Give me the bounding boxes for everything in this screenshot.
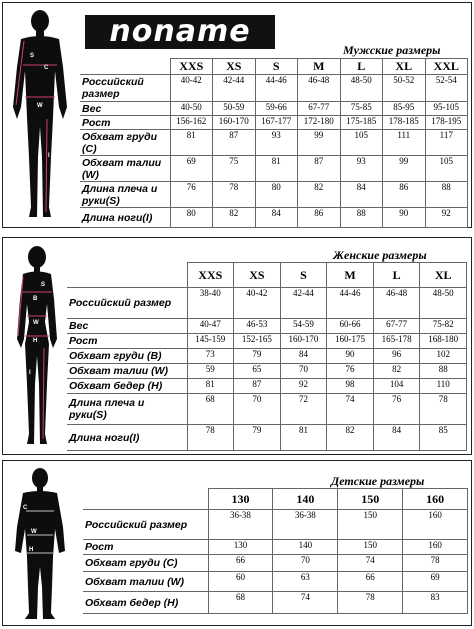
cell-value: 40-47 xyxy=(187,319,234,334)
cell-value: 86 xyxy=(298,208,341,228)
cell-value: 75 xyxy=(213,156,256,182)
cell-value: 79 xyxy=(234,425,281,451)
cell-value: 156-162 xyxy=(170,116,213,130)
cell-value: 46-48 xyxy=(373,288,420,319)
cell-value: 96 xyxy=(373,349,420,364)
cell-value: 80 xyxy=(170,208,213,228)
cell-value: 76 xyxy=(170,182,213,208)
cell-value: 69 xyxy=(403,572,468,592)
cell-value: 74 xyxy=(273,592,338,614)
table-row xyxy=(80,156,468,182)
women-mark-h: H xyxy=(33,338,38,344)
cell-value: 67-77 xyxy=(298,102,341,116)
kids-size-panel xyxy=(2,460,472,626)
cell-value: 88 xyxy=(420,364,467,379)
row-label: Обхват талии (W) xyxy=(67,364,187,379)
men-size-header: L xyxy=(340,59,383,75)
cell-value: 102 xyxy=(420,349,467,364)
table-row xyxy=(67,319,467,334)
cell-value: 78 xyxy=(338,592,403,614)
men-size-header: XXS xyxy=(170,59,213,75)
cell-value: 90 xyxy=(327,349,374,364)
cell-value: 65 xyxy=(234,364,281,379)
women-mark-b: B xyxy=(33,296,38,302)
cell-value: 92 xyxy=(280,379,327,394)
women-size-header: M xyxy=(327,263,374,288)
cell-value: 36-38 xyxy=(208,510,273,540)
table-row xyxy=(80,75,468,102)
cell-value: 80 xyxy=(255,182,298,208)
cell-value: 81 xyxy=(280,425,327,451)
cell-value: 81 xyxy=(187,379,234,394)
cell-value: 150 xyxy=(338,510,403,540)
cell-value: 82 xyxy=(213,208,256,228)
cell-value: 81 xyxy=(170,130,213,156)
cell-value: 85-95 xyxy=(383,102,426,116)
cell-value: 54-59 xyxy=(280,319,327,334)
women-mark-i: I xyxy=(29,370,31,376)
kids-mark-h: H xyxy=(29,547,34,553)
cell-value: 117 xyxy=(425,130,468,156)
men-caption: Мужские размеры xyxy=(343,43,441,57)
cell-value: 84 xyxy=(373,425,420,451)
men-size-header: XL xyxy=(383,59,426,75)
cell-value: 98 xyxy=(327,379,374,394)
cell-value: 160-170 xyxy=(280,334,327,349)
cell-value: 48-50 xyxy=(340,75,383,102)
cell-value: 111 xyxy=(383,130,426,156)
cell-value: 60-66 xyxy=(327,319,374,334)
cell-value: 87 xyxy=(234,379,281,394)
cell-value: 75-82 xyxy=(420,319,467,334)
women-size-header: S xyxy=(280,263,327,288)
cell-value: 40-50 xyxy=(170,102,213,116)
cell-value: 36-38 xyxy=(273,510,338,540)
cell-value: 74 xyxy=(338,555,403,572)
cell-value: 168-180 xyxy=(420,334,467,349)
row-label: Вес xyxy=(80,102,170,116)
men-size-header: S xyxy=(255,59,298,75)
cell-value: 82 xyxy=(373,364,420,379)
kids-size-header: 130 xyxy=(208,489,273,510)
cell-value: 160 xyxy=(403,510,468,540)
table-row xyxy=(83,592,468,614)
cell-value: 105 xyxy=(340,130,383,156)
table-row xyxy=(67,394,467,425)
women-size-table xyxy=(67,262,467,451)
cell-value: 68 xyxy=(187,394,234,425)
cell-value: 93 xyxy=(255,130,298,156)
cell-value: 85 xyxy=(420,425,467,451)
cell-value: 50-59 xyxy=(213,102,256,116)
cell-value: 76 xyxy=(327,364,374,379)
cell-value: 78 xyxy=(187,425,234,451)
table-row xyxy=(83,572,468,592)
kids-body-figure xyxy=(9,467,71,623)
cell-value: 145-159 xyxy=(187,334,234,349)
cell-value: 90 xyxy=(383,208,426,228)
row-label: Рост xyxy=(67,334,187,349)
cell-value: 78 xyxy=(403,555,468,572)
table-row xyxy=(67,288,467,319)
women-size-panel xyxy=(2,237,472,455)
kids-size-header: 150 xyxy=(338,489,403,510)
cell-value: 46-48 xyxy=(298,75,341,102)
cell-value: 93 xyxy=(340,156,383,182)
cell-value: 82 xyxy=(298,182,341,208)
cell-value: 175-185 xyxy=(340,116,383,130)
row-label: Обхват груди (В) xyxy=(67,349,187,364)
table-row xyxy=(83,510,468,540)
kids-size-header: 140 xyxy=(273,489,338,510)
women-mark-s: S xyxy=(41,282,46,288)
cell-value: 72 xyxy=(280,394,327,425)
cell-value: 82 xyxy=(327,425,374,451)
cell-value: 165-178 xyxy=(373,334,420,349)
table-row xyxy=(67,349,467,364)
row-label: Обхват талии (W) xyxy=(80,156,170,182)
kids-mark-c: C xyxy=(23,505,28,511)
men-mark-s: S xyxy=(30,53,35,59)
cell-value: 88 xyxy=(425,182,468,208)
cell-value: 46-53 xyxy=(234,319,281,334)
table-row xyxy=(67,364,467,379)
cell-value: 84 xyxy=(280,349,327,364)
women-size-header: XS xyxy=(234,263,281,288)
noname-logo xyxy=(85,15,275,49)
cell-value: 160 xyxy=(403,540,468,555)
cell-value: 79 xyxy=(234,349,281,364)
row-label: Обхват груди (С) xyxy=(83,555,208,572)
cell-value: 70 xyxy=(273,555,338,572)
cell-value: 78 xyxy=(420,394,467,425)
cell-value: 63 xyxy=(273,572,338,592)
cell-value: 178-185 xyxy=(383,116,426,130)
men-mark-w: W xyxy=(37,103,43,109)
cell-value: 59 xyxy=(187,364,234,379)
cell-value: 160-175 xyxy=(327,334,374,349)
men-size-header: XXL xyxy=(425,59,468,75)
cell-value: 99 xyxy=(383,156,426,182)
table-row xyxy=(80,182,468,208)
cell-value: 73 xyxy=(187,349,234,364)
cell-value: 68 xyxy=(208,592,273,614)
women-size-header: XXS xyxy=(187,263,234,288)
cell-value: 69 xyxy=(170,156,213,182)
row-label: Длина плеча и руки(S) xyxy=(80,182,170,208)
men-size-header: M xyxy=(298,59,341,75)
cell-value: 50-52 xyxy=(383,75,426,102)
cell-value: 66 xyxy=(208,555,273,572)
table-row xyxy=(80,130,468,156)
row-label: Длина плеча и руки(S) xyxy=(67,394,187,425)
cell-value: 40-42 xyxy=(170,75,213,102)
cell-value: 52-54 xyxy=(425,75,468,102)
cell-value: 150 xyxy=(338,540,403,555)
women-caption: Женские размеры xyxy=(333,248,427,262)
cell-value: 87 xyxy=(298,156,341,182)
cell-value: 48-50 xyxy=(420,288,467,319)
men-mark-c: C xyxy=(44,65,49,71)
cell-value: 70 xyxy=(234,394,281,425)
row-label: Обхват груди (С) xyxy=(80,130,170,156)
cell-value: 42-44 xyxy=(280,288,327,319)
cell-value: 110 xyxy=(420,379,467,394)
row-label: Рост xyxy=(80,116,170,130)
men-mark-i: I xyxy=(48,153,50,159)
cell-value: 60 xyxy=(208,572,273,592)
kids-mark-w: W xyxy=(31,529,37,535)
table-row xyxy=(83,555,468,572)
cell-value: 40-42 xyxy=(234,288,281,319)
men-size-panel xyxy=(2,2,472,228)
cell-value: 86 xyxy=(383,182,426,208)
row-label: Обхват талии (W) xyxy=(83,572,208,592)
cell-value: 42-44 xyxy=(213,75,256,102)
cell-value: 44-46 xyxy=(255,75,298,102)
logo-text: noname xyxy=(109,14,251,49)
cell-value: 95-105 xyxy=(425,102,468,116)
kids-header-corner xyxy=(83,489,208,510)
cell-value: 75-85 xyxy=(340,102,383,116)
cell-value: 83 xyxy=(403,592,468,614)
table-row xyxy=(80,208,468,228)
cell-value: 84 xyxy=(255,208,298,228)
cell-value: 178-195 xyxy=(425,116,468,130)
cell-value: 172-180 xyxy=(298,116,341,130)
row-label: Обхват бедер (H) xyxy=(83,592,208,614)
cell-value: 87 xyxy=(213,130,256,156)
women-mark-w: W xyxy=(33,320,39,326)
women-size-header: XL xyxy=(420,263,467,288)
kids-caption: Детские размеры xyxy=(331,474,425,488)
women-header-corner xyxy=(67,263,187,288)
table-row xyxy=(80,116,468,130)
men-header-corner xyxy=(80,59,170,75)
men-size-header: XS xyxy=(213,59,256,75)
row-label: Длина ноги(I) xyxy=(80,208,170,228)
cell-value: 81 xyxy=(255,156,298,182)
cell-value: 67-77 xyxy=(373,319,420,334)
cell-value: 76 xyxy=(373,394,420,425)
women-size-header: L xyxy=(373,263,420,288)
cell-value: 99 xyxy=(298,130,341,156)
row-label: Рост xyxy=(83,540,208,555)
cell-value: 140 xyxy=(273,540,338,555)
cell-value: 44-46 xyxy=(327,288,374,319)
table-row xyxy=(67,379,467,394)
cell-value: 70 xyxy=(280,364,327,379)
cell-value: 167-177 xyxy=(255,116,298,130)
cell-value: 130 xyxy=(208,540,273,555)
row-label: Российский размер xyxy=(80,75,170,102)
row-label: Длина ноги(I) xyxy=(67,425,187,451)
row-label: Российский размер xyxy=(67,288,187,319)
cell-value: 152-165 xyxy=(234,334,281,349)
men-body-figure xyxy=(7,7,73,225)
women-body-figure xyxy=(9,244,65,450)
cell-value: 78 xyxy=(213,182,256,208)
table-row xyxy=(67,425,467,451)
row-label: Обхват бедер (H) xyxy=(67,379,187,394)
table-row xyxy=(80,102,468,116)
cell-value: 66 xyxy=(338,572,403,592)
cell-value: 105 xyxy=(425,156,468,182)
kids-size-header: 160 xyxy=(403,489,468,510)
table-row xyxy=(83,540,468,555)
cell-value: 74 xyxy=(327,394,374,425)
cell-value: 84 xyxy=(340,182,383,208)
kids-size-table xyxy=(83,488,468,614)
men-size-table xyxy=(80,58,468,228)
cell-value: 104 xyxy=(373,379,420,394)
table-row xyxy=(67,334,467,349)
row-label: Российский размер xyxy=(83,510,208,540)
cell-value: 160-170 xyxy=(213,116,256,130)
cell-value: 88 xyxy=(340,208,383,228)
row-label: Вес xyxy=(67,319,187,334)
cell-value: 59-66 xyxy=(255,102,298,116)
cell-value: 38-40 xyxy=(187,288,234,319)
cell-value: 92 xyxy=(425,208,468,228)
